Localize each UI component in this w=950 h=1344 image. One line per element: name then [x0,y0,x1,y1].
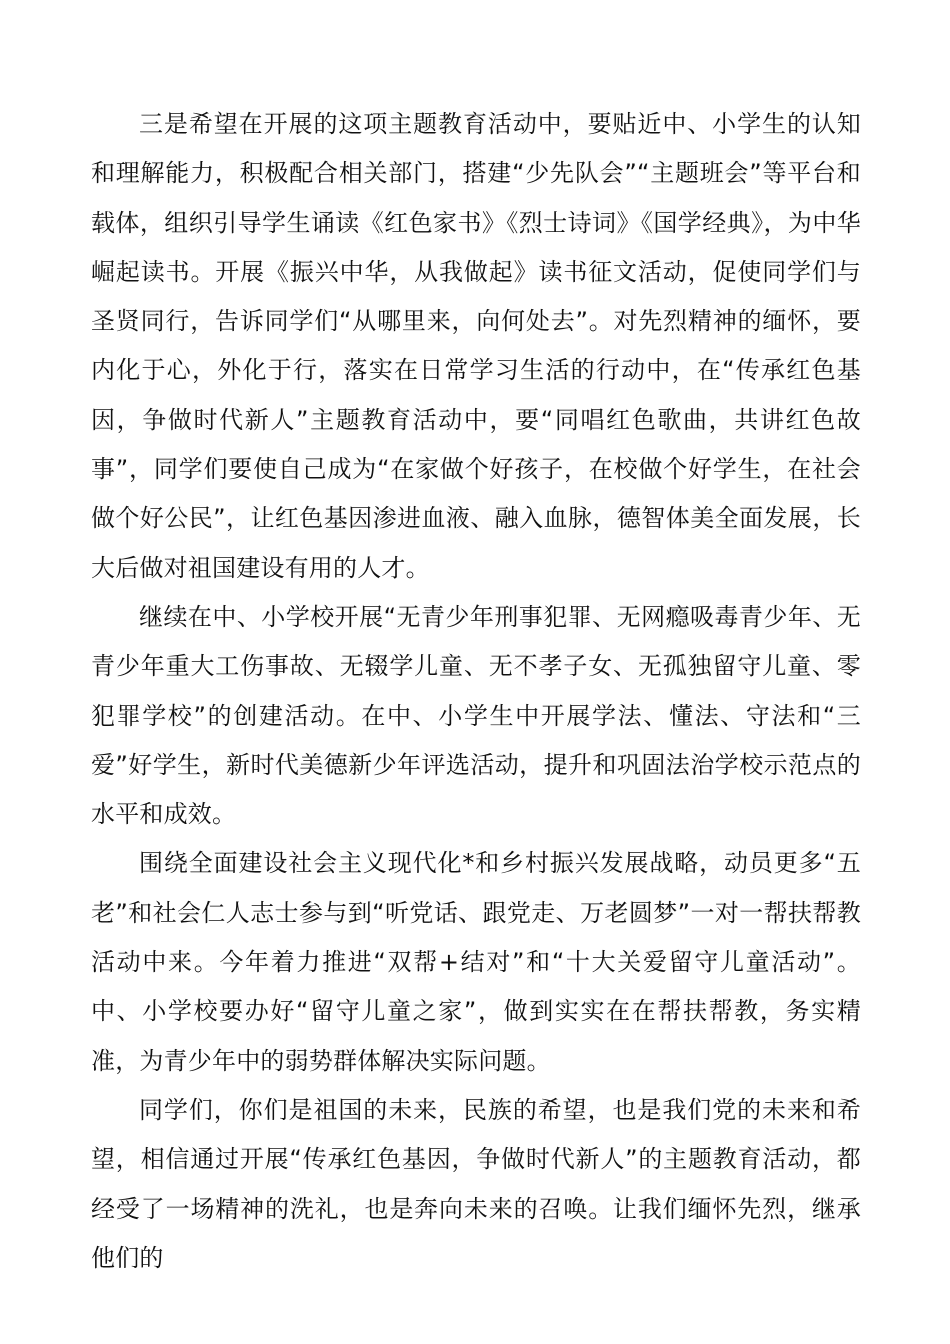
document-body [91,100,861,1283]
paragraph-3: 围绕全面建设社会主义现代化*和乡村振兴发展战略，动员更多“五老”和社会仁人志士参与到“听党话、跟党走、万老圆梦”一对一帮扶帮教活动中来。今年着力推进“双帮+结对”和“十大关爱留守儿童活动”。中、小学校要办好“留守儿童之家”，做到实实在在帮扶帮教，务实精准，为青少年中的弱势群体解决实际问题。 [91,849,861,1075]
paragraph-4: 同学们，你们是祖国的未来，民族的希望，也是我们党的未来和希望，相信通过开展“传承红色基因，争做时代新人”的主题教育活动，都经受了一场精神的洗礼，也是奔向未来的召唤。让我们缅怀先烈，继承他们的 [91,1095,861,1272]
paragraph-1: 三是希望在开展的这项主题教育活动中，要贴近中、小学生的认知和理解能力，积极配合相关部门，搭建“少先队会”“主题班会”等平台和载体，组织引导学生诵读《红色家书》《烈士诗词》《国学经典》，为中华崛起读书。开展《振兴中华，从我做起》读书征文活动，促使同学们与圣贤同行，告诉同学们“从哪里来，向何处去”。对先烈精神的缅怀，要内化于心，外化于行，落实在日常学习生活的行动中，在“传承红色基因，争做时代新人”主题教育活动中，要“同唱红色歌曲，共讲红色故事”，同学们要使自己成为“在家做个好孩子，在校做个好学生，在社会做个好公民”，让红色基因渗进血液、融入血脉，德智体美全面发展，长大后做对祖国建设有用的人才。 [91,110,861,582]
paragraph-2: 继续在中、小学校开展“无青少年刑事犯罪、无网瘾吸毒青少年、无青少年重大工伤事故、无辍学儿童、无不孝子女、无孤独留守儿童、零犯罪学校”的创建活动。在中、小学生中开展学法、懂法、守法和“三爱”好学生，新时代美德新少年评选活动，提升和巩固法治学校示范点的水平和成效。 [91,602,861,829]
